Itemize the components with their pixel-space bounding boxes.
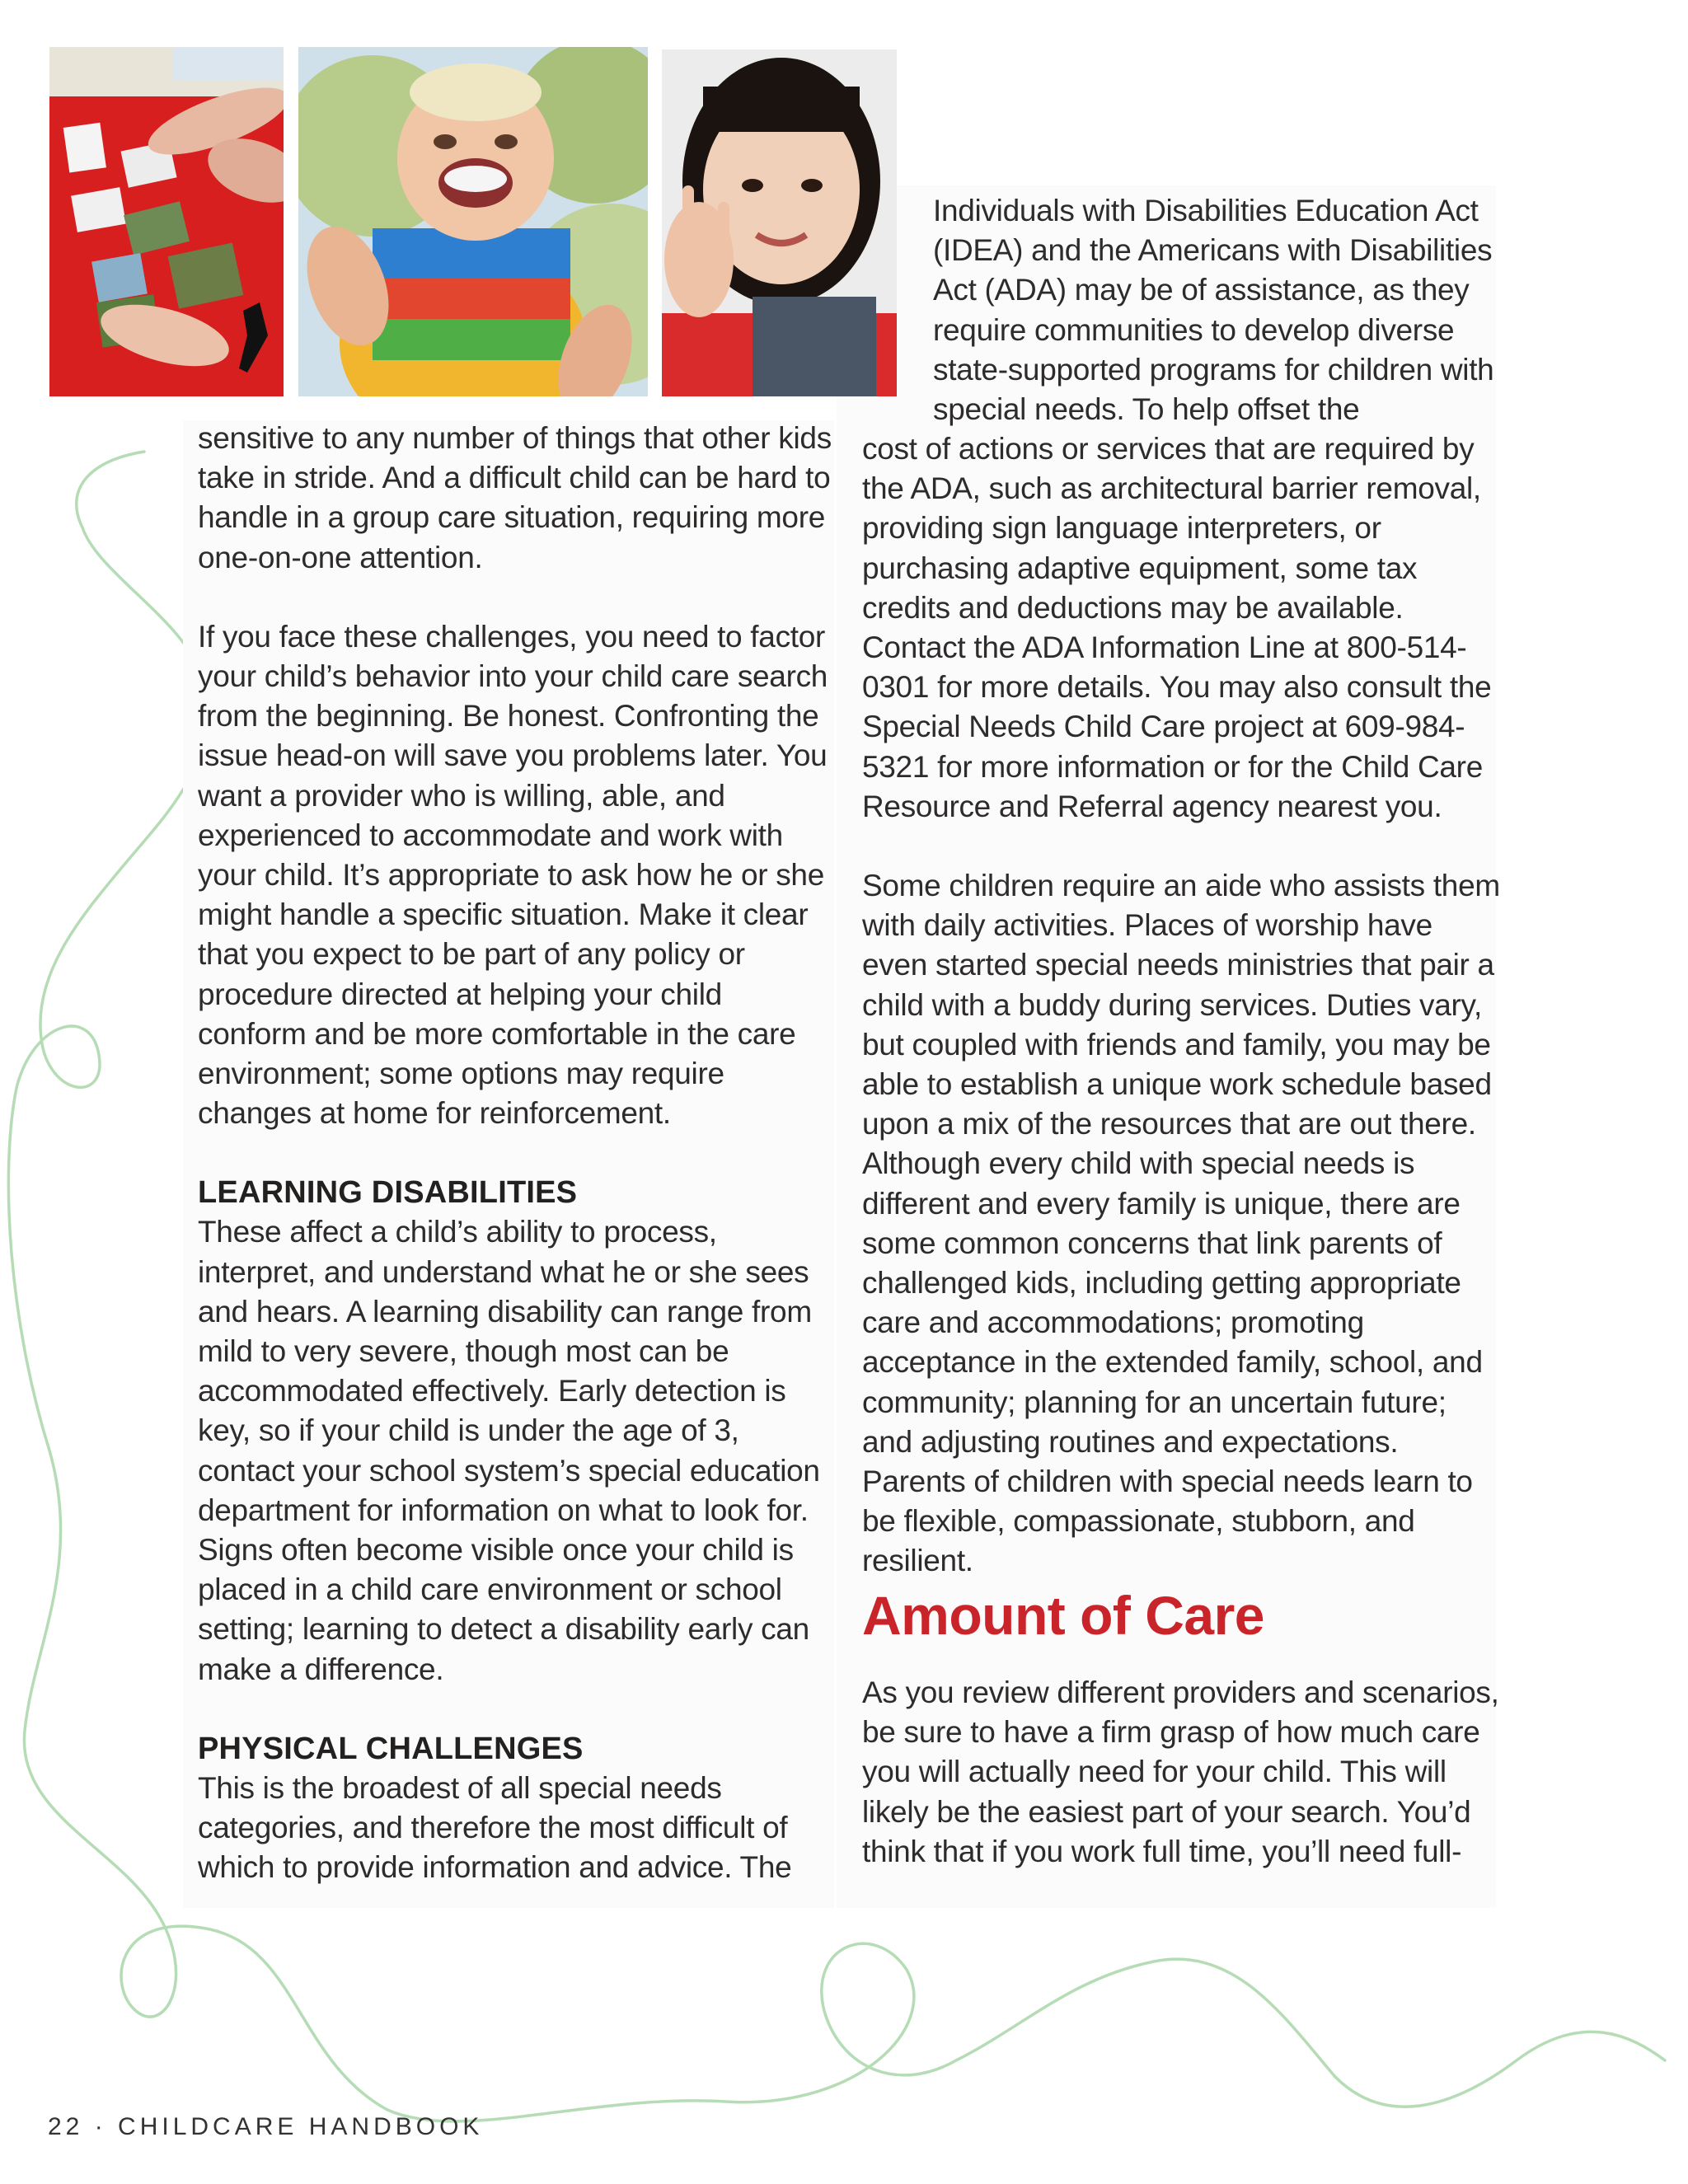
paragraph-ada-costs: cost of actions or services that are required by the ADA, such as architectural barrier removal, providing sign language interpreters, or purchasing adaptive equipment, some tax credits and deductions may be available. Contact the ADA Information Line at 800-514-0301 for more details. You may also consult the Special Needs Child Care project at 609-984-5321 for more information or for the Child Care Resource and Referral agency nearest you. bbox=[862, 432, 1492, 823]
paragraph-learning-disabilities: These affect a child’s ability to process, interpret, and understand what he or she sees and hears. A learning disability can range from mild to very severe, though most can be accommodated effectively. Early detection is key, so if your child is under the age of 3, contact your school system’s special education department for information on what to look for. Signs often become visible once your child is placed in a child care environment or school setting; learning to detect a disability early can make a difference. bbox=[198, 1215, 820, 1686]
photo-laughing-baby bbox=[298, 47, 648, 396]
right-column-amount-of-care bbox=[862, 1673, 1501, 1872]
right-column bbox=[862, 429, 1501, 1582]
paragraph-physical-challenges: This is the broadest of all special needs categories, and therefore the most difficult of which to provide information and advice. The bbox=[198, 1770, 792, 1885]
paragraph-amount-of-care: As you review different providers and scenarios, be sure to have a firm grasp of how much care you will actually need for your child. This will likely be the easiest part of your search. You’d think that if you work full time, you’ll need full- bbox=[862, 1675, 1499, 1868]
paragraph-difficult-child: sensitive to any number of things that other kids take in stride. And a difficult child can be hard to handle in a group care situation, requiring more one-on-one attention. bbox=[198, 421, 832, 574]
photo-girl-sign-language bbox=[662, 49, 897, 396]
heading-physical-challenges: PHYSICAL CHALLENGES bbox=[198, 1731, 584, 1766]
heading-learning-disabilities: LEARNING DISABILITIES bbox=[198, 1175, 578, 1211]
paragraph-idea-ada: Individuals with Disabilities Education Act (IDEA) and the Americans with Disabilities Act (ADA) may be of assistance, as they require communities to develop diverse state-supported programs for children with special needs. To help offset the bbox=[933, 194, 1494, 427]
paragraph-aide: Some children require an aide who assists them with daily activities. Places of worship have even started special needs ministries that pair a child with a buddy during services. Duties vary, but coupled with friends and family, you may be able to establish a unique work schedule based upon a mix of the resources that are out there. Although every child with special needs is different and every family is unique, there are some common concerns that link parents of challenged kids, including getting appropriate care and accommodations; promoting acceptance in the extended family, school, and community; planning for an uncertain future; and adjusting routines and expectations. Parents of children with special needs learn to be flexible, compassionate, stubborn, and resilient. bbox=[862, 869, 1500, 1578]
right-column-indented-block bbox=[933, 191, 1498, 429]
page-footer: 22 · CHILDCARE HANDBOOK bbox=[48, 2113, 484, 2140]
section-title-amount-of-care: Amount of Care bbox=[862, 1585, 1264, 1646]
left-column bbox=[198, 419, 832, 1888]
paragraph-face-challenges: If you face these challenges, you need to factor your child’s behavior into your child care search from the beginning. Be honest. Confronting the issue head-on will save you problems later. You want a provider who is willing, able, and experienced to accommodate and work with your child. It’s appropriate to ask how he or she might handle a specific situation. Make it clear that you expect to be part of any policy or procedure directed at helping your child conform and be more comfortable in the care environment; some options may require changes at home for reinforcement. bbox=[198, 619, 828, 1131]
photo-cards-on-table bbox=[49, 47, 284, 396]
